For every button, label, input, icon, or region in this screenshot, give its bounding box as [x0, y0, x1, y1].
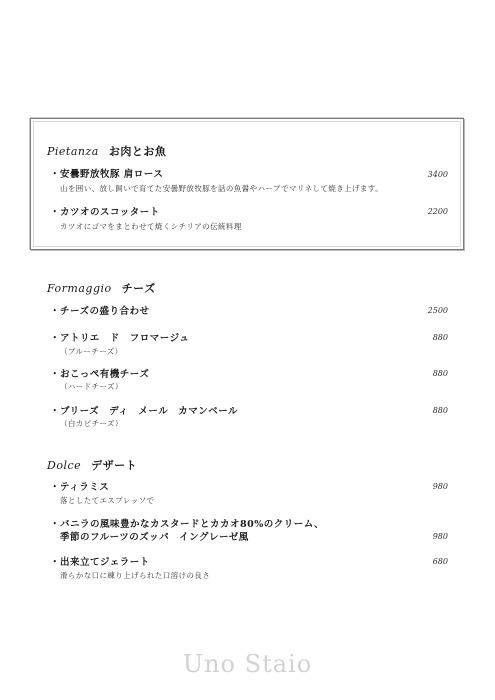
section-title-formaggio: [47, 280, 156, 296]
menu-item-desc: （ブルーチーズ）: [60, 347, 123, 356]
section-title-dolce: [47, 457, 137, 473]
menu-item-price: 880: [432, 333, 448, 342]
menu-item-price: 680: [432, 557, 448, 566]
menu-item-name: ・ティラミス: [50, 482, 110, 493]
menu-item-name: ・チーズの盛り合わせ: [50, 306, 150, 317]
menu-item-name: ・アトリエ ド フロマージュ: [50, 333, 190, 344]
section-title-jp: チーズ: [121, 282, 156, 295]
menu-item-name: ・安曇野放牧豚 肩ロース: [50, 169, 164, 180]
menu-item-price: 980: [432, 532, 448, 541]
menu-item-name-line2: 季節のフルーツのズッパ イングレーゼ風: [60, 532, 249, 543]
section-title-pietanza: [47, 143, 166, 159]
menu-item-price: 980: [432, 482, 448, 491]
menu-item-price: 880: [432, 369, 448, 378]
section-title-it: Dolce: [47, 459, 82, 472]
menu-item-name: ・バニラの風味豊かなカスタードとカカオ80%のクリーム、: [50, 519, 325, 530]
menu-item-price: 3400: [427, 170, 448, 179]
menu-item-name: ・ブリーズ ディ メール カマンベール: [50, 406, 239, 417]
menu-item-desc: 滑らかな口に練り上げられた口溶けの良さ: [60, 571, 211, 580]
menu-item-desc: 山を囲い、放し飼いで育てた安曇野放牧豚を話の魚醤やハーブでマリネして焼き上げます。: [60, 184, 383, 193]
section-title-it: Pietanza: [47, 145, 99, 158]
restaurant-logo: Uno Staio: [182, 650, 313, 678]
section-title-jp: お肉とお魚: [108, 145, 167, 158]
menu-item-desc: 落としたてエスプレッソで: [60, 496, 155, 505]
menu-item-price: 880: [432, 406, 448, 415]
menu-item-name: ・おこっぺ有機チーズ: [50, 369, 150, 380]
menu-item-desc: （白カビチーズ）: [60, 419, 123, 428]
menu-item-desc: （ハードチーズ）: [60, 382, 123, 391]
section-title-it: Formaggio: [47, 282, 112, 295]
section-title-jp: デザート: [91, 459, 138, 472]
menu-item-desc: カツオにゴマをまとわせて焼くシチリアの伝統料理: [60, 222, 242, 231]
menu-item-name: ・カツオのスコッタート: [50, 207, 160, 218]
menu-item-price: 2500: [427, 306, 448, 315]
menu-item-name: ・出来立てジェラート: [50, 557, 150, 568]
menu-item-price: 2200: [427, 207, 448, 216]
